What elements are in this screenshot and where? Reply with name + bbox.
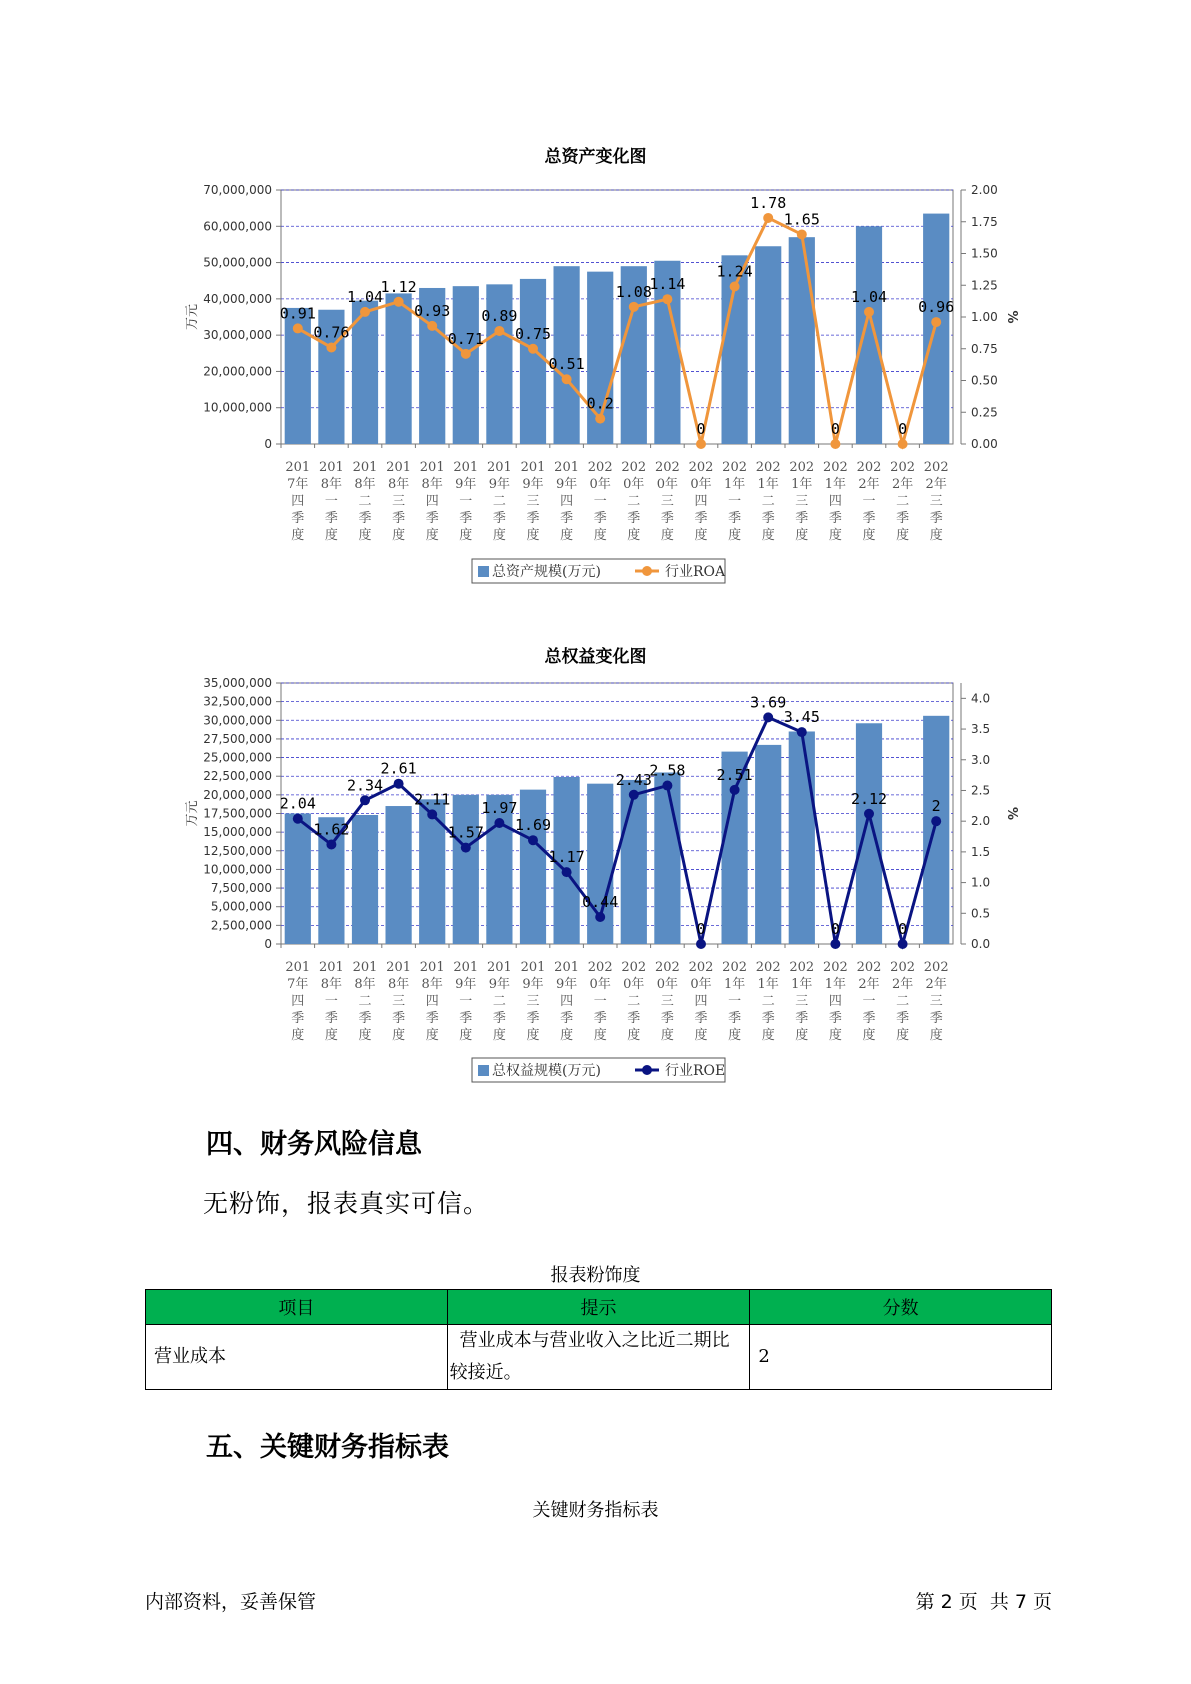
left-tick-label: 15,000,000 [203, 825, 272, 840]
right-tick-label: 1.75 [971, 214, 998, 229]
right-tick-label: 2.00 [971, 183, 998, 197]
data-label: 0 [898, 920, 908, 938]
left-tick-label: 30,000,000 [203, 328, 272, 343]
bar [520, 790, 546, 944]
x-tick-label: 202 2年一季度 [856, 460, 882, 543]
footer-page-number: 第 2 页 共 7 页 [915, 1591, 1052, 1613]
line-point [326, 342, 336, 352]
bar [856, 723, 882, 944]
left-tick-label: 5,000,000 [210, 899, 272, 914]
x-tick-label: 201 8年三季度 [386, 460, 412, 543]
data-label: 0.75 [514, 324, 552, 343]
line-point [528, 344, 538, 354]
bar [385, 293, 411, 444]
line-point [629, 790, 639, 800]
left-tick-label: 25,000,000 [203, 750, 272, 765]
left-tick-label: 40,000,000 [203, 291, 272, 306]
right-tick-label: 4.0 [971, 691, 991, 706]
x-tick-label: 201 9年四季度 [554, 460, 580, 543]
bar [453, 795, 479, 944]
data-label: 0 [696, 920, 706, 938]
risk-table-caption: 报表粉饰度 [550, 1265, 641, 1286]
bar [520, 279, 546, 444]
data-label: 1.78 [750, 193, 787, 212]
bar [419, 799, 445, 944]
left-tick-label: 17,500,000 [203, 806, 272, 821]
line-point [293, 814, 303, 824]
line-point [730, 282, 740, 292]
data-label: 0.96 [918, 298, 955, 317]
x-tick-label: 201 7年四季度 [285, 460, 311, 543]
line-point [427, 321, 437, 331]
x-tick-label: 201 9年四季度 [554, 960, 580, 1043]
data-label: 2.58 [649, 761, 686, 780]
left-tick-label: 70,000,000 [203, 183, 272, 197]
right-axis-title: % [1004, 310, 1019, 324]
data-label: 0 [830, 420, 840, 438]
line-point [864, 307, 874, 317]
left-tick-label: 20,000,000 [203, 364, 272, 379]
data-label: 2.34 [346, 776, 384, 795]
bar [856, 226, 882, 444]
data-label: 2.51 [716, 765, 753, 784]
x-tick-label: 201 8年一季度 [318, 960, 344, 1043]
line-point [562, 867, 572, 877]
legend-bar-label: 总资产规模(万元) [492, 564, 601, 580]
chart1-title: 总资产变化图 [544, 147, 647, 167]
bar [352, 815, 378, 944]
bar [385, 806, 411, 944]
data-label: 3.45 [783, 708, 820, 727]
left-axis-title: 万元 [185, 303, 200, 331]
left-tick-label: 22,500,000 [203, 769, 272, 784]
line-point [595, 414, 605, 424]
line-point [898, 939, 908, 949]
data-label: 1.12 [380, 277, 417, 296]
x-tick-label: 201 9年一季度 [453, 460, 479, 543]
line-point [394, 297, 404, 307]
line-point [326, 840, 336, 850]
right-tick-label: 1.00 [971, 310, 998, 324]
right-tick-label: 0.50 [971, 373, 998, 388]
data-label: 0.76 [313, 323, 350, 342]
table-row [146, 1325, 1052, 1390]
left-tick-label: 20,000,000 [203, 787, 272, 802]
chart2-title: 总权益变化图 [544, 647, 647, 667]
x-tick-label: 202 0年四季度 [688, 960, 714, 1043]
right-tick-label: 1.25 [971, 278, 998, 293]
data-label: 3.69 [750, 693, 787, 712]
bar [621, 780, 647, 944]
data-label: 1.65 [783, 210, 820, 229]
line-point [830, 439, 840, 449]
cell-hint [447, 1325, 750, 1390]
line-point [763, 213, 773, 223]
x-tick-label: 201 8年二季度 [352, 960, 378, 1043]
line-point [528, 835, 538, 845]
data-label: 0.93 [414, 301, 451, 320]
header-score: 分数 [750, 1290, 1052, 1325]
line-point [461, 349, 471, 359]
line-point [898, 439, 908, 449]
line-point [494, 326, 504, 336]
data-label: 2.11 [414, 790, 451, 809]
data-label: 1.04 [850, 287, 888, 306]
bar [755, 745, 781, 944]
right-tick-label: 1.0 [971, 875, 991, 890]
x-tick-label: 201 8年一季度 [318, 460, 344, 543]
risk-table-header-row [146, 1290, 1052, 1325]
bar [453, 286, 479, 444]
x-tick-label: 202 1年四季度 [822, 460, 848, 543]
legend-line-label: 行业ROA [665, 564, 726, 580]
legend-line-marker [642, 1065, 652, 1075]
left-tick-label: 10,000,000 [203, 400, 272, 415]
x-tick-label: 202 2年二季度 [890, 460, 916, 543]
line-point [931, 317, 941, 327]
right-tick-label: 0.0 [971, 937, 991, 951]
x-tick-label: 202 1年一季度 [722, 460, 748, 543]
left-tick-label: 12,500,000 [203, 843, 272, 858]
left-tick-label: 0 [264, 437, 272, 451]
line-point [360, 307, 370, 317]
line-point [864, 809, 874, 819]
data-label: 1.17 [548, 848, 585, 867]
total-equity-chart [0, 670, 1191, 1090]
right-axis-title: % [1004, 806, 1019, 821]
x-tick-label: 202 1年一季度 [722, 960, 748, 1043]
left-tick-label: 10,000,000 [203, 862, 272, 877]
line-point [461, 843, 471, 853]
section5-heading: 五、关键财务指标表 [206, 1432, 449, 1463]
left-tick-label: 50,000,000 [203, 255, 272, 270]
x-tick-label: 201 9年二季度 [486, 960, 512, 1043]
data-label: 1.08 [615, 282, 652, 301]
x-tick-label: 202 0年三季度 [654, 460, 680, 543]
legend-bar-label: 总权益规模(万元) [492, 1063, 601, 1079]
right-tick-label: 1.5 [971, 844, 991, 859]
bar [755, 246, 781, 444]
x-tick-label: 202 1年三季度 [789, 960, 815, 1043]
data-label: 2.61 [380, 759, 417, 778]
cell-item: 营业成本 [146, 1325, 448, 1390]
left-tick-label: 2,500,000 [210, 918, 272, 933]
left-tick-label: 30,000,000 [203, 713, 272, 728]
line-point [830, 939, 840, 949]
plot-area [281, 190, 953, 444]
left-tick-label: 7,500,000 [210, 881, 272, 896]
x-tick-label: 202 0年二季度 [621, 460, 647, 543]
legend-line-marker [642, 566, 652, 576]
legend-bar-swatch [478, 566, 489, 577]
data-label: 1.24 [716, 262, 753, 281]
right-tick-label: 3.0 [971, 752, 991, 767]
bar [923, 716, 949, 944]
left-tick-label: 0 [264, 937, 272, 951]
line-point [629, 302, 639, 312]
x-tick-label: 202 1年二季度 [755, 960, 781, 1043]
data-label: 0.2 [586, 394, 614, 413]
right-tick-label: 2.0 [971, 814, 991, 829]
x-tick-label: 202 2年一季度 [856, 960, 882, 1043]
data-label: 0.44 [582, 892, 619, 911]
x-tick-label: 202 0年一季度 [587, 960, 613, 1043]
right-tick-label: 0.75 [971, 341, 998, 356]
section4-text: 无粉饰，报表真实可信。 [203, 1189, 490, 1218]
footer-confidential: 内部资料，妥善保管 [145, 1591, 317, 1613]
legend-line-label: 行业ROE [665, 1063, 726, 1079]
line-point [293, 323, 303, 333]
line-point [696, 439, 706, 449]
data-label: 1.14 [649, 275, 686, 294]
bar [789, 731, 815, 944]
x-tick-label: 201 8年三季度 [386, 960, 412, 1043]
data-label: 1.97 [481, 799, 518, 818]
x-tick-label: 201 9年三季度 [520, 960, 546, 1043]
line-point [730, 785, 740, 795]
line-point [797, 229, 807, 239]
right-tick-label: 1.50 [971, 246, 998, 261]
key-indicators-caption: 关键财务指标表 [532, 1500, 659, 1521]
left-tick-label: 35,000,000 [203, 676, 272, 690]
right-tick-label: 0.25 [971, 405, 998, 420]
line-point [662, 294, 672, 304]
data-label: 2 [931, 797, 941, 816]
line-point [494, 818, 504, 828]
x-tick-label: 202 1年二季度 [755, 460, 781, 543]
x-tick-label: 202 0年二季度 [621, 960, 647, 1043]
data-label: 0.71 [447, 329, 484, 348]
header-item: 项目 [146, 1290, 448, 1325]
line-point [595, 912, 605, 922]
left-tick-label: 60,000,000 [203, 219, 272, 234]
data-label: 1.57 [447, 823, 484, 842]
x-tick-label: 202 0年一季度 [587, 460, 613, 543]
bar [923, 214, 949, 444]
header-hint: 提示 [447, 1290, 750, 1325]
data-label: 2.12 [850, 789, 888, 808]
right-tick-label: 2.5 [971, 783, 991, 798]
right-tick-label: 3.5 [971, 722, 991, 737]
x-tick-label: 201 9年一季度 [453, 960, 479, 1043]
data-label: 1.69 [514, 816, 552, 835]
x-tick-label: 202 1年三季度 [789, 460, 815, 543]
data-label: 1.62 [313, 820, 350, 839]
legend-bar-swatch [478, 1065, 489, 1076]
x-tick-label: 202 0年三季度 [654, 960, 680, 1043]
data-label: 0 [898, 420, 908, 438]
x-tick-label: 202 2年二季度 [890, 960, 916, 1043]
right-tick-label: 0.00 [971, 437, 998, 451]
line-point [394, 779, 404, 789]
data-label: 1.04 [346, 287, 384, 306]
line-point [662, 781, 672, 791]
x-tick-label: 202 0年四季度 [688, 460, 714, 543]
x-tick-label: 202 2年三季度 [923, 460, 949, 543]
data-label: 2.43 [615, 770, 652, 789]
x-tick-label: 201 9年二季度 [486, 460, 512, 543]
left-tick-label: 27,500,000 [203, 731, 272, 746]
line-point [562, 374, 572, 384]
x-tick-label: 201 8年二季度 [352, 460, 378, 543]
data-label: 0.89 [481, 306, 518, 325]
x-tick-label: 201 8年四季度 [419, 460, 445, 543]
data-label: 0.91 [279, 304, 316, 323]
data-label: 2.04 [279, 794, 316, 813]
cell-score: 2 [750, 1325, 1052, 1390]
data-label: 0 [830, 920, 840, 938]
data-label: 0 [696, 420, 706, 438]
right-tick-label: 0.5 [971, 906, 991, 921]
left-axis-title: 万元 [185, 800, 200, 827]
x-tick-label: 202 1年四季度 [822, 960, 848, 1043]
left-tick-label: 32,500,000 [203, 694, 272, 709]
bar [285, 814, 311, 945]
x-tick-label: 201 8年四季度 [419, 960, 445, 1043]
line-point [360, 795, 370, 805]
line-point [696, 939, 706, 949]
line-point [427, 809, 437, 819]
line-point [797, 727, 807, 737]
x-tick-label: 202 2年三季度 [923, 960, 949, 1043]
bar [654, 772, 680, 944]
line-point [763, 712, 773, 722]
line-point [931, 816, 941, 826]
bar [486, 795, 512, 944]
total-assets-chart [0, 170, 1191, 630]
section4-heading: 四、财务风险信息 [206, 1129, 422, 1160]
risk-table [145, 1289, 1052, 1390]
bar [789, 237, 815, 444]
x-tick-label: 201 9年三季度 [520, 460, 546, 543]
cell-hint-text: 营业成本与营业收入之比近二期比较接近。 [449, 1330, 730, 1383]
x-tick-label: 201 7年四季度 [285, 960, 311, 1043]
data-label: 0.51 [548, 355, 585, 374]
